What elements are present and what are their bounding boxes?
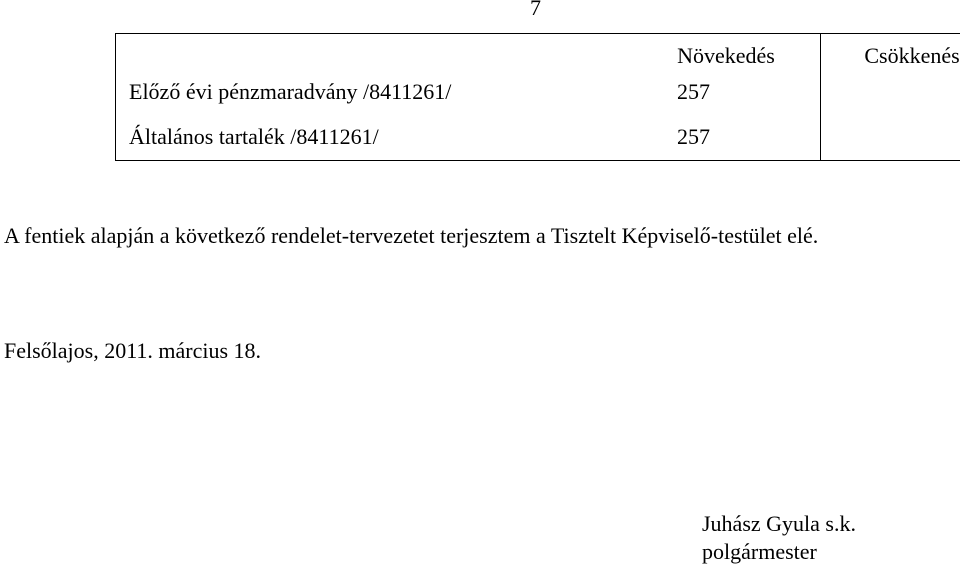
signature-title: polgármester [702,539,817,564]
table-header-row [116,34,960,70]
signature-block [702,510,856,566]
row-label: Előző évi pénzmaradvány /8411261/ [116,70,603,115]
row-label: Általános tartalék /8411261/ [116,115,603,161]
row-decrease [821,115,960,161]
place-date: Felsőlajos, 2011. március 18. [4,338,262,363]
row-decrease [821,70,960,115]
budget-table [115,33,960,161]
header-decrease: Csökkenés [821,34,960,70]
table-row [116,115,960,161]
header-label-cell [116,34,603,70]
signature-name: Juhász Gyula s.k. [702,511,856,536]
table-row [116,70,960,115]
row-increase: 257 [602,70,821,115]
header-increase: Növekedés [602,34,821,70]
row-increase: 257 [602,115,821,161]
body-paragraph: A fentiek alapján a következő rendelet-tervezetet terjesztem a Tisztelt Képviselő-testület elé. [4,223,819,248]
page-number: 7 [530,0,541,20]
